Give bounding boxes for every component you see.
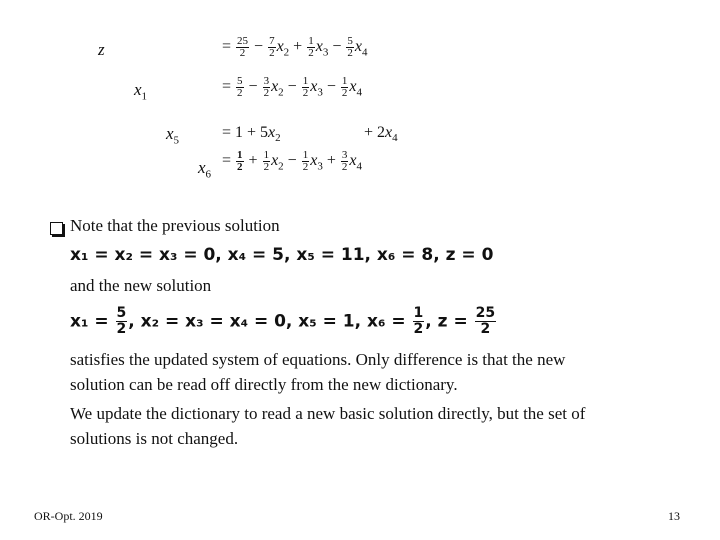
para1-line-2: solution can be read off directly from the new dictionary. bbox=[70, 375, 458, 394]
dict-lhs-x5: $x_5$ bbox=[166, 124, 180, 147]
dict-row-x1: = $\frac{5}{2}$ − $\frac{3}{2}$ $x_2$ − $\frac{1}{2}$ $x_3$ − $\frac{1}{2}$ $x_4$ bbox=[222, 75, 362, 99]
para2-line-1: We update the dictionary to read a new basic solution directly, but the set of bbox=[70, 404, 586, 423]
equation-previous-solution: x₁ = x₂ = x₃ = 0, x₄ = 5, x₅ = 11, x₆ = 8, z = 0 bbox=[70, 245, 494, 265]
page-number: 13 bbox=[668, 509, 680, 523]
bullet-line-1: Note that the previous solution bbox=[70, 216, 280, 235]
footer-course-label: OR-Opt. 2019 bbox=[34, 509, 103, 523]
para1-line-1: satisfies the updated system of equations. Only difference is that the new bbox=[70, 350, 566, 369]
dict-lhs-x6: $x_6$ bbox=[198, 158, 212, 181]
bullet-icon bbox=[50, 222, 63, 235]
dict-row-x5: = $1 + 5x_2$ bbox=[222, 124, 281, 145]
para2-line-2: solutions is not changed. bbox=[70, 429, 239, 448]
dict-lhs-x1: $x_1$ bbox=[134, 80, 148, 103]
dict-lhs-z: z bbox=[98, 40, 105, 59]
dict-row-z: = $\frac{25}{2}$ − $\frac{7}{2}$ $x_2$ + $\frac{1}{2}$ $x_3$ − $\frac{5}{2}$ $x_4$ bbox=[222, 35, 368, 59]
dict-row-x6: = $\frac{1}{2}$ + $\frac{1}{2}$ $x_2$ − $\frac{1}{2}$ $x_3$ + $\frac{3}{2}$ $x_4$ bbox=[222, 149, 362, 173]
bullet-line-2: and the new solution bbox=[70, 276, 212, 295]
equation-new-solution: x₁ = $\frac{5}{2}$ , x₂ = x₃ = x₄ = 0, x₅ = 1, x₆ = $\frac{1}{2}$ , z = $\frac{25}{2}$ bbox=[70, 305, 496, 337]
dict-row-x5-tail: + $2x_4$ bbox=[364, 124, 398, 145]
